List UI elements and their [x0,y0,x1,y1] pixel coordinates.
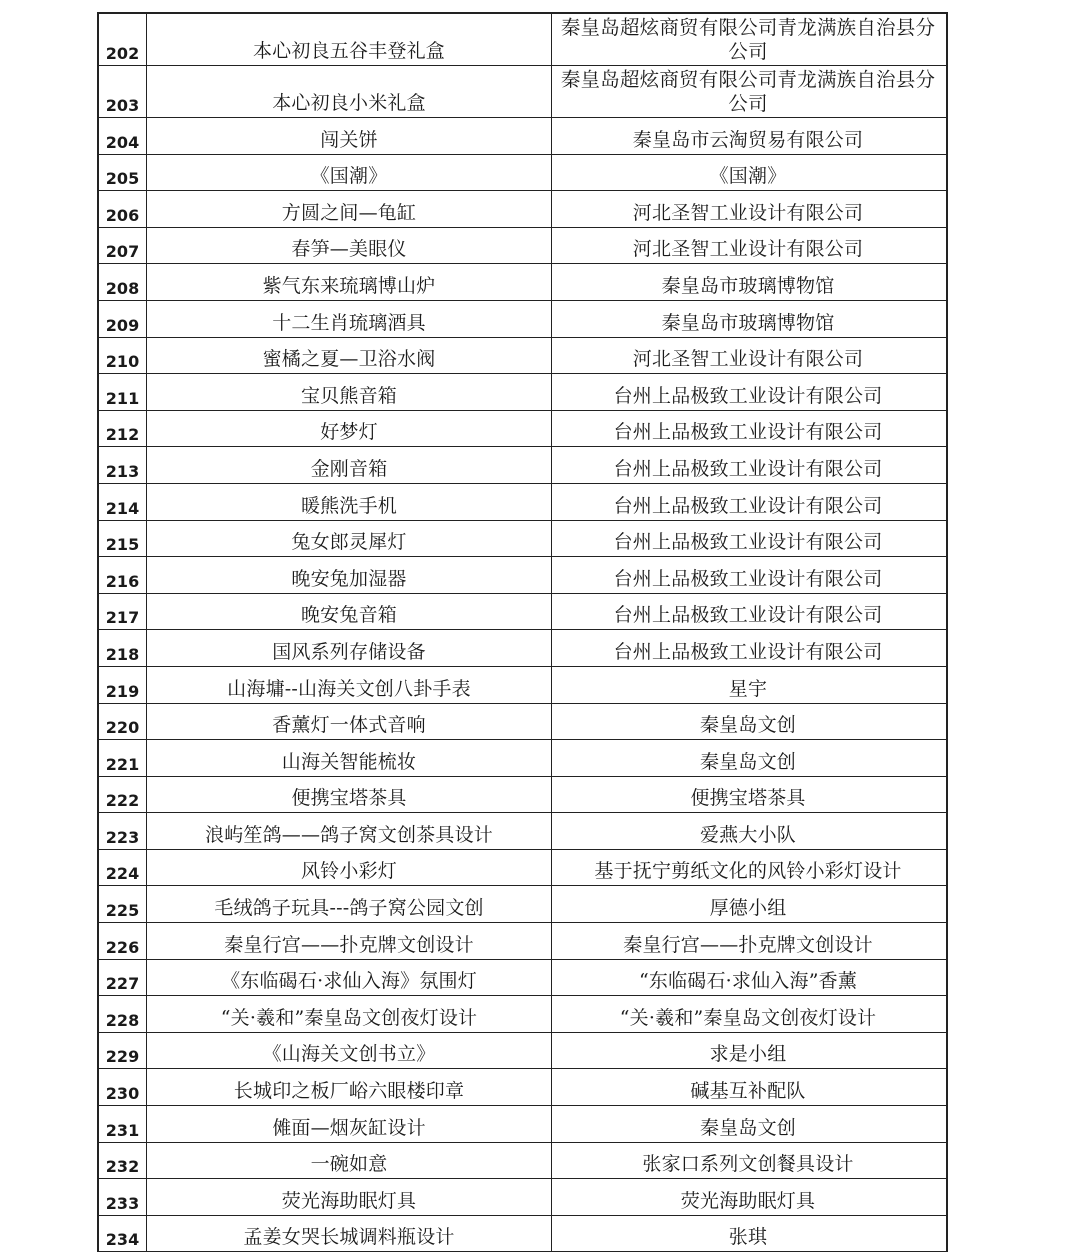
organization-name: 荧光海助眠灯具 [680,1189,816,1212]
row-number: 214 [99,484,147,520]
product-name: 暖熊洗手机 [147,484,552,520]
organization-name: 《国潮》 [709,165,787,188]
table-row [99,411,946,448]
organization-name: 秦皇行宫——扑克牌文创设计 [623,933,873,956]
row-number: 228 [99,996,147,1032]
row-number: 206 [99,191,147,227]
organization-name: 台州上品极致工业设计有限公司 [613,457,883,480]
table-row [99,850,946,887]
table-row [99,338,946,375]
organization-name: 秦皇岛超炫商贸有限公司青龙满族自治县分公司 [560,68,936,115]
table-row [99,813,946,850]
product-name: 《国潮》 [147,155,552,191]
row-number: 233 [99,1179,147,1215]
organization-name: 基于抚宁剪纸文化的风铃小彩灯设计 [594,860,902,883]
table-row [99,374,946,411]
product-name: 《东临碣石·求仙入海》氛围灯 [147,960,552,996]
organization-name: “东临碣石·求仙入海”香薰 [638,970,858,993]
row-number: 222 [99,777,147,813]
table-row [99,886,946,923]
row-number: 219 [99,667,147,703]
product-name: 香薰灯一体式音响 [147,704,552,740]
row-number: 230 [99,1069,147,1105]
product-name: 晚安兔音箱 [147,594,552,630]
table-row [99,14,946,66]
product-name: 宝贝熊音箱 [147,374,552,410]
organization-name: 台州上品极致工业设计有限公司 [613,421,883,444]
product-name: 春笋—美眼仪 [147,228,552,264]
organization-name: 河北圣智工业设计有限公司 [632,238,864,261]
row-number: 207 [99,228,147,264]
product-name: 紫气东来琉璃博山炉 [147,264,552,300]
table-row [99,521,946,558]
row-number: 216 [99,557,147,593]
table-row [99,264,946,301]
organization-name: 台州上品极致工业设计有限公司 [613,640,883,663]
product-name: 毛绒鸽子玩具---鸽子窝公园文创 [147,886,552,922]
organization-name: “关·羲和”秦皇岛文创夜灯设计 [619,1006,877,1029]
product-name: 方圆之间—龟缸 [147,191,552,227]
table-row [99,191,946,228]
table-row [99,740,946,777]
table-row [99,630,946,667]
row-number: 223 [99,813,147,849]
organization-name: 秦皇岛超炫商贸有限公司青龙满族自治县分公司 [560,16,936,63]
organization-name: 秦皇岛市玻璃博物馆 [661,274,835,297]
product-name: 风铃小彩灯 [147,850,552,886]
row-number: 232 [99,1143,147,1179]
product-name: 本心初良小米礼盒 [147,66,552,117]
product-name: 晚安兔加湿器 [147,557,552,593]
table-row [99,923,946,960]
row-number: 231 [99,1106,147,1142]
row-number: 211 [99,374,147,410]
row-number: 224 [99,850,147,886]
organization-name: 台州上品极致工业设计有限公司 [613,531,883,554]
product-name: 长城印之板厂峪六眼楼印章 [147,1069,552,1105]
organization-name: 秦皇岛文创 [699,1116,796,1139]
product-name: 傩面—烟灰缸设计 [147,1106,552,1142]
row-number: 225 [99,886,147,922]
organization-name: 爱燕大小队 [699,823,796,846]
organization-name: 台州上品极致工业设计有限公司 [613,604,883,627]
organization-name: 台州上品极致工业设计有限公司 [613,494,883,517]
product-name: “关·羲和”秦皇岛文创夜灯设计 [147,996,552,1032]
organization-name: 河北圣智工业设计有限公司 [632,201,864,224]
organization-name: 张琪 [728,1226,768,1249]
row-number: 203 [99,66,147,117]
product-name: 好梦灯 [147,411,552,447]
product-name: 本心初良五谷丰登礼盒 [147,14,552,65]
row-number: 220 [99,704,147,740]
organization-name: 秦皇岛市玻璃博物馆 [661,311,835,334]
row-number: 210 [99,338,147,374]
table-row [99,1143,946,1180]
row-number: 209 [99,301,147,337]
row-number: 234 [99,1216,147,1252]
product-name: 金刚音箱 [147,447,552,483]
row-number: 212 [99,411,147,447]
product-name: 闯关饼 [147,118,552,154]
product-name: 《山海关文创书立》 [147,1033,552,1069]
product-name: 荧光海助眠灯具 [147,1179,552,1215]
table-row [99,1033,946,1070]
product-name: 十二生肖琉璃酒具 [147,301,552,337]
row-number: 213 [99,447,147,483]
table-row [99,484,946,521]
row-number: 218 [99,630,147,666]
product-name: 孟姜女哭长城调料瓶设计 [147,1216,552,1252]
row-number: 221 [99,740,147,776]
organization-name: 便携宝塔茶具 [690,787,806,810]
table-row [99,155,946,192]
product-name: 一碗如意 [147,1143,552,1179]
product-name: 国风系列存储设备 [147,630,552,666]
row-number: 204 [99,118,147,154]
row-number: 208 [99,264,147,300]
table-row [99,1069,946,1106]
product-name: 兔女郎灵犀灯 [147,521,552,557]
organization-name: 秦皇岛市云淘贸易有限公司 [632,128,864,151]
row-number: 202 [99,14,147,65]
row-number: 229 [99,1033,147,1069]
table-row [99,996,946,1033]
table-row [99,228,946,265]
table-row [99,118,946,155]
product-name: 山海关智能梳妆 [147,740,552,776]
organization-name: 秦皇岛文创 [699,714,796,737]
organization-name: 碱基互补配队 [690,1080,806,1103]
organization-name: 台州上品极致工业设计有限公司 [613,567,883,590]
table-row [99,1106,946,1143]
organization-name: 星宇 [728,677,768,700]
organization-name: 厚德小组 [709,897,787,920]
table-row [99,1216,946,1253]
product-name: 便携宝塔茶具 [147,777,552,813]
organization-name: 求是小组 [709,1043,787,1066]
table-row [99,66,946,118]
table-row [99,594,946,631]
table-row [99,301,946,338]
row-number: 227 [99,960,147,996]
product-name: 浪屿笙鸽——鸽子窝文创茶具设计 [147,813,552,849]
product-name: 山海墉--山海关文创八卦手表 [147,667,552,703]
organization-name: 张家口系列文创餐具设计 [642,1153,854,1176]
row-number: 215 [99,521,147,557]
table-row [99,557,946,594]
product-name: 秦皇行宫——扑克牌文创设计 [147,923,552,959]
organization-name: 河北圣智工业设计有限公司 [632,348,864,371]
row-number: 205 [99,155,147,191]
table-row [99,777,946,814]
organization-name: 台州上品极致工业设计有限公司 [613,384,883,407]
row-number: 226 [99,923,147,959]
table-row [99,1179,946,1216]
table-row [99,447,946,484]
entries-table [97,12,948,1252]
table-row [99,667,946,704]
row-number: 217 [99,594,147,630]
table-row [99,704,946,741]
organization-name: 秦皇岛文创 [699,750,796,773]
table-row [99,960,946,997]
product-name: 蜜橘之夏—卫浴水阀 [147,338,552,374]
